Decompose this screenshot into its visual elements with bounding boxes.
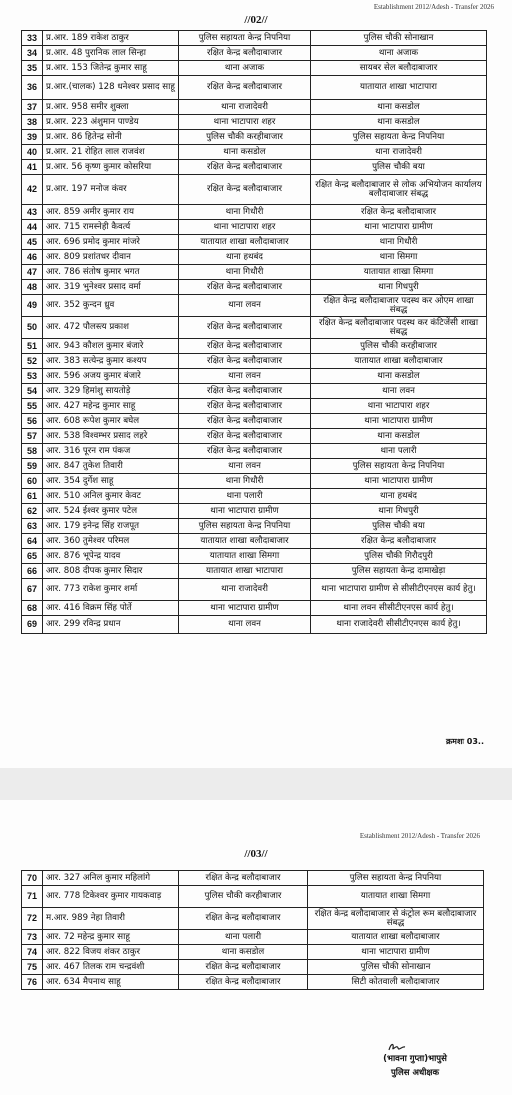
serial-number: 71	[22, 886, 43, 908]
table-row	[22, 616, 487, 634]
serial-number: 43	[22, 205, 43, 220]
table-row	[22, 399, 487, 414]
new-posting: पुलिस सहायता केन्द्र निपनिया	[311, 459, 487, 474]
current-posting: रक्षित केन्द्र बलौदाबाजार	[179, 175, 311, 205]
new-posting: पुलिस चौकी सोनाखान	[311, 31, 487, 46]
employee-name: आर. 319 भुनेश्वर प्रसाद वर्मा	[43, 280, 179, 295]
serial-number: 44	[22, 220, 43, 235]
serial-number: 36	[22, 76, 43, 100]
table-row	[22, 220, 487, 235]
new-posting: रक्षित केन्द्र बलौदाबाजार से कंट्रोल रूम बलौदाबाजार संबद्ध	[308, 908, 484, 930]
current-posting: थाना राजादेवरी	[179, 100, 311, 115]
serial-number: 33	[22, 31, 43, 46]
transfer-table	[21, 870, 484, 990]
employee-name: आर. 72 महेन्द्र कुमार साहू	[43, 930, 179, 945]
serial-number: 40	[22, 145, 43, 160]
document-page-2	[0, 800, 512, 1095]
table-row	[22, 115, 487, 130]
serial-number: 34	[22, 46, 43, 61]
serial-number: 68	[22, 601, 43, 616]
page-separator	[0, 768, 512, 800]
employee-name: आर. 383 सत्येन्द्र कुमार कश्यप	[43, 354, 179, 369]
table-row	[22, 429, 487, 444]
signature-mark	[388, 1042, 406, 1052]
table-row	[22, 474, 487, 489]
table-row	[22, 489, 487, 504]
employee-name: आर. 416 विक्रम सिंह पोर्ते	[43, 601, 179, 616]
new-posting: पुलिस सहायता केन्द्र निपनिया	[308, 871, 484, 886]
serial-number: 56	[22, 414, 43, 429]
employee-name: आर. 596 अजय कुमार बंजारे	[43, 369, 179, 384]
new-posting: थाना भाटापारा शहर	[311, 399, 487, 414]
table-row	[22, 61, 487, 76]
current-posting: थाना भाटापारा ग्रामीण	[179, 601, 311, 616]
employee-name: आर. 715 रामस्नेही कैवर्त्य	[43, 220, 179, 235]
current-posting: थाना गिधौरी	[179, 205, 311, 220]
current-posting: रक्षित केन्द्र बलौदाबाजार	[179, 414, 311, 429]
current-posting: थाना पलारी	[179, 930, 308, 945]
employee-name: प्र.आर. 958 समीर शुक्ला	[43, 100, 179, 115]
current-posting: रक्षित केन्द्र बलौदाबाजार	[179, 160, 311, 175]
current-posting: थाना भाटापारा ग्रामीण	[179, 504, 311, 519]
serial-number: 75	[22, 960, 43, 975]
transfer-table	[21, 30, 487, 634]
table-row	[22, 414, 487, 429]
continued-note: क्रमशः 03..	[446, 737, 484, 746]
current-posting: रक्षित केन्द्र बलौदाबाजार	[179, 975, 308, 990]
serial-number: 53	[22, 369, 43, 384]
employee-name: आर. 427 महेन्द्र कुमार साहू	[43, 399, 179, 414]
new-posting: पुलिस सहायता केन्द्र दामाखेड़ा	[311, 564, 487, 579]
current-posting: थाना भाटापारा शहर	[179, 220, 311, 235]
new-posting: थाना भाटापारा ग्रामीण	[311, 474, 487, 489]
current-posting: रक्षित केन्द्र बलौदाबाजार	[179, 399, 311, 414]
serial-number: 42	[22, 175, 43, 205]
serial-number: 41	[22, 160, 43, 175]
new-posting: यातायात शाखा सिमगा	[311, 265, 487, 280]
new-posting: थाना लवन	[311, 384, 487, 399]
serial-number: 51	[22, 339, 43, 354]
new-posting: सायबर सेल बलौदाबाजार	[311, 61, 487, 76]
table-row	[22, 504, 487, 519]
new-posting: थाना पलारी	[311, 444, 487, 459]
current-posting: रक्षित केन्द्र बलौदाबाजार	[179, 960, 308, 975]
new-posting: यातायात शाखा सिमगा	[308, 886, 484, 908]
serial-number: 70	[22, 871, 43, 886]
employee-name: आर. 467 तिलक राम चन्द्रवंशी	[43, 960, 179, 975]
new-posting: रक्षित केन्द्र बलौदाबाजार से लोक अभियोजन कार्यालय बलौदाबाजार संबद्ध	[311, 175, 487, 205]
employee-name: प्र.आर. 21 रोहित लाल राजवंश	[43, 145, 179, 160]
serial-number: 62	[22, 504, 43, 519]
table-row	[22, 339, 487, 354]
table-row	[22, 960, 484, 975]
employee-name: आर. 943 कौशल कुमार बंजारे	[43, 339, 179, 354]
current-posting: रक्षित केन्द्र बलौदाबाजार	[179, 429, 311, 444]
current-posting: रक्षित केन्द्र बलौदाबाजार	[179, 280, 311, 295]
employee-name: आर. 808 दीपक कुमार सिदार	[43, 564, 179, 579]
employee-name: आर. 354 दुर्गेश साहू	[43, 474, 179, 489]
employee-name: आर. 299 रविन्द्र प्रधान	[43, 616, 179, 634]
new-posting: थाना कसडोल	[311, 429, 487, 444]
new-posting: थाना भाटापारा ग्रामीण	[311, 414, 487, 429]
employee-name: आर. 329 हिमांशु सायतोड़े	[43, 384, 179, 399]
current-posting: थाना कसडोल	[179, 145, 311, 160]
employee-name: आर. 809 प्रशांतधर दीवान	[43, 250, 179, 265]
new-posting: यातायात शाखा बलौदाबाजार	[311, 354, 487, 369]
serial-number: 52	[22, 354, 43, 369]
serial-number: 61	[22, 489, 43, 504]
current-posting: रक्षित केन्द्र बलौदाबाजार	[179, 908, 308, 930]
new-posting: पुलिस चौकी बया	[311, 160, 487, 175]
current-posting: थाना गिधौरी	[179, 265, 311, 280]
table-row	[22, 46, 487, 61]
new-posting: थाना कसडोल	[311, 115, 487, 130]
current-posting: रक्षित केन्द्र बलौदाबाजार	[179, 317, 311, 339]
current-posting: यातायात शाखा बलौदाबाजार	[179, 534, 311, 549]
new-posting: थाना हथबंद	[311, 489, 487, 504]
table-row	[22, 601, 487, 616]
serial-number: 48	[22, 280, 43, 295]
new-posting: थाना गिधपुरी	[311, 504, 487, 519]
new-posting: पुलिस चौकी करहीबाजार	[311, 339, 487, 354]
new-posting: पुलिस सहायता केन्द्र निपनिया	[311, 130, 487, 145]
serial-number: 58	[22, 444, 43, 459]
serial-number: 37	[22, 100, 43, 115]
current-posting: थाना पलारी	[179, 489, 311, 504]
serial-number: 67	[22, 579, 43, 601]
table-row	[22, 265, 487, 280]
signatory-block	[360, 1052, 470, 1080]
current-posting: रक्षित केन्द्र बलौदाबाजार	[179, 444, 311, 459]
serial-number: 63	[22, 519, 43, 534]
table-row	[22, 31, 487, 46]
table-row	[22, 871, 484, 886]
employee-name: प्र.आर. 153 जितेन्द्र कुमार साहू	[43, 61, 179, 76]
serial-number: 49	[22, 295, 43, 317]
current-posting: थाना हथबंद	[179, 250, 311, 265]
new-posting: पुलिस चौकी बया	[311, 519, 487, 534]
employee-name: आर. 859 अमीर कुमार राय	[43, 205, 179, 220]
table-row	[22, 384, 487, 399]
new-posting: यातायात शाखा भाटापारा	[311, 76, 487, 100]
table-row	[22, 317, 487, 339]
current-posting: रक्षित केन्द्र बलौदाबाजार	[179, 339, 311, 354]
new-posting: रक्षित केन्द्र बलौदाबाजार पदस्थ कर ओएम शाखा संबद्ध	[311, 295, 487, 317]
table-row	[22, 908, 484, 930]
serial-number: 65	[22, 549, 43, 564]
serial-number: 35	[22, 61, 43, 76]
new-posting: पुलिस चौकी गिरौदपुरी	[311, 549, 487, 564]
table-row	[22, 519, 487, 534]
table-row	[22, 175, 487, 205]
current-posting: पुलिस सहायता केन्द्र निपनिया	[179, 519, 311, 534]
table-row	[22, 295, 487, 317]
employee-name: प्र.आर. 197 मनोज कंवर	[43, 175, 179, 205]
current-posting: थाना लवन	[179, 295, 311, 317]
serial-number: 69	[22, 616, 43, 634]
new-posting: थाना कसडोल	[311, 369, 487, 384]
employee-name: आर. 510 अनिल कुमार केवट	[43, 489, 179, 504]
current-posting: थाना लवन	[179, 369, 311, 384]
signatory-name: (भावना गुप्ता)भापुसे	[383, 1054, 447, 1064]
employee-name: आर. 352 कुन्दन ध्रुव	[43, 295, 179, 317]
serial-number: 39	[22, 130, 43, 145]
employee-name: आर. 316 पूरन राम पंकज	[43, 444, 179, 459]
employee-name: आर. 773 राकेश कुमार शर्मा	[43, 579, 179, 601]
table-row	[22, 130, 487, 145]
serial-number: 54	[22, 384, 43, 399]
new-posting: रक्षित केन्द्र बलौदाबाजार पदस्थ कर कंटिजेंसी शाखा संबद्ध	[311, 317, 487, 339]
employee-name: आर. 360 तुमेश्वर परिमल	[43, 534, 179, 549]
employee-name: प्र.आर. 86 हितेन्द्र सोनी	[43, 130, 179, 145]
employee-name: आर. 179 इनेन्द्र सिंह राजपूत	[43, 519, 179, 534]
serial-number: 72	[22, 908, 43, 930]
employee-name: आर. 847 तुकेश तिवारी	[43, 459, 179, 474]
table-row	[22, 886, 484, 908]
table-row	[22, 76, 487, 100]
employee-name: आर. 634 मैपनाथ साहू	[43, 975, 179, 990]
employee-name: आर. 786 संतोष कुमार भगत	[43, 265, 179, 280]
current-posting: थाना अजाक	[179, 61, 311, 76]
current-posting: रक्षित केन्द्र बलौदाबाजार	[179, 384, 311, 399]
new-posting: यातायात शाखा बलौदाबाजार	[308, 930, 484, 945]
current-posting: थाना लवन	[179, 616, 311, 634]
new-posting: रक्षित केन्द्र बलौदाबाजार	[311, 205, 487, 220]
employee-name: आर. 876 भूपेन्द्र यादव	[43, 549, 179, 564]
establishment-header: Establishment 2012/Adesh - Transfer 2026	[359, 832, 480, 840]
serial-number: 50	[22, 317, 43, 339]
new-posting: थाना भाटापारा ग्रामीण	[311, 220, 487, 235]
employee-name: प्र.आर. 56 कृष्ण कुमार कोसरिया	[43, 160, 179, 175]
serial-number: 76	[22, 975, 43, 990]
serial-number: 46	[22, 250, 43, 265]
establishment-header: Establishment 2012/Adesh - Transfer 2026	[373, 3, 494, 11]
employee-name: आर. 778 टिकेश्वर कुमार गायकवाड़	[43, 886, 179, 908]
table-row	[22, 945, 484, 960]
current-posting: रक्षित केन्द्र बलौदाबाजार	[179, 46, 311, 61]
employee-name: प्र.आर. 189 राकेश ठाकुर	[43, 31, 179, 46]
table-row	[22, 235, 487, 250]
employee-name: म.आर. 989 नेहा तिवारी	[43, 908, 179, 930]
new-posting: पुलिस चौकी सोनाखान	[308, 960, 484, 975]
serial-number: 74	[22, 945, 43, 960]
employee-name: आर. 822 विजय शंकर ठाकुर	[43, 945, 179, 960]
page-number: //03//	[244, 848, 268, 860]
table-row	[22, 145, 487, 160]
current-posting: रक्षित केन्द्र बलौदाबाजार	[179, 871, 308, 886]
serial-number: 55	[22, 399, 43, 414]
serial-number: 57	[22, 429, 43, 444]
current-posting: थाना कसडोल	[179, 945, 308, 960]
table-row	[22, 579, 487, 601]
table-row	[22, 250, 487, 265]
new-posting: रक्षित केन्द्र बलौदाबाजार	[311, 534, 487, 549]
serial-number: 38	[22, 115, 43, 130]
employee-name: प्र.आर.(चालक) 128 धनेश्वर प्रसाद साहू	[43, 76, 179, 100]
new-posting: थाना गिधपुरी	[311, 280, 487, 295]
current-posting: थाना लवन	[179, 459, 311, 474]
new-posting: थाना गिधौरी	[311, 235, 487, 250]
serial-number: 73	[22, 930, 43, 945]
serial-number: 47	[22, 265, 43, 280]
new-posting: थाना अजाक	[311, 46, 487, 61]
table-row	[22, 459, 487, 474]
new-posting: थाना लवन सीसीटीएनएस कार्य हेतु।	[311, 601, 487, 616]
serial-number: 59	[22, 459, 43, 474]
table-row	[22, 100, 487, 115]
table-row	[22, 280, 487, 295]
table-row	[22, 444, 487, 459]
new-posting: थाना राजादेवरी सीसीटीएनएस कार्य हेतु।	[311, 616, 487, 634]
new-posting: थाना राजादेवरी	[311, 145, 487, 160]
new-posting: सिटी कोतवाली बलौदाबाजार	[308, 975, 484, 990]
table-row	[22, 369, 487, 384]
employee-name: आर. 327 अनिल कुमार महिलांगे	[43, 871, 179, 886]
current-posting: यातायात शाखा बलौदाबाजार	[179, 235, 311, 250]
current-posting: पुलिस चौकी करहीबाजार	[179, 130, 311, 145]
employee-name: प्र.आर. 48 पुरानिक लाल सिन्हा	[43, 46, 179, 61]
current-posting: पुलिस सहायता केन्द्र निपनिया	[179, 31, 311, 46]
table-row	[22, 930, 484, 945]
new-posting: थाना सिमगा	[311, 250, 487, 265]
current-posting: यातायात शाखा सिमगा	[179, 549, 311, 564]
employee-name: आर. 524 ईश्वर कुमार पटेल	[43, 504, 179, 519]
current-posting: रक्षित केन्द्र बलौदाबाजार	[179, 76, 311, 100]
employee-name: प्र.आर. 223 अंशुमान पाण्डेय	[43, 115, 179, 130]
current-posting: थाना राजादेवरी	[179, 579, 311, 601]
employee-name: आर. 472 पौलस्त्य प्रकाश	[43, 317, 179, 339]
table-row	[22, 205, 487, 220]
current-posting: थाना भाटापारा शहर	[179, 115, 311, 130]
table-row	[22, 549, 487, 564]
table-row	[22, 975, 484, 990]
employee-name: आर. 608 रूपेश कुमार बघेल	[43, 414, 179, 429]
serial-number: 64	[22, 534, 43, 549]
serial-number: 60	[22, 474, 43, 489]
employee-name: आर. 696 प्रमोद कुमार मांजरे	[43, 235, 179, 250]
page-number: //02//	[244, 14, 268, 26]
employee-name: आर. 538 विश्वम्भर प्रसाद लहरे	[43, 429, 179, 444]
serial-number: 45	[22, 235, 43, 250]
current-posting: पुलिस चौकी करहीबाजार	[179, 886, 308, 908]
current-posting: थाना गिधौरी	[179, 474, 311, 489]
table-row	[22, 534, 487, 549]
table-row	[22, 160, 487, 175]
serial-number: 66	[22, 564, 43, 579]
new-posting: थाना भाटापारा ग्रामीण से सीसीटीएनएस कार्य हेतु।	[311, 579, 487, 601]
table-row	[22, 354, 487, 369]
new-posting: थाना कसडोल	[311, 100, 487, 115]
current-posting: यातायात शाखा भाटापारा	[179, 564, 311, 579]
signatory-title: पुलिस अधीक्षक	[390, 1068, 440, 1078]
table-row	[22, 564, 487, 579]
current-posting: रक्षित केन्द्र बलौदाबाजार	[179, 354, 311, 369]
new-posting: थाना भाटापारा ग्रामीण	[308, 945, 484, 960]
